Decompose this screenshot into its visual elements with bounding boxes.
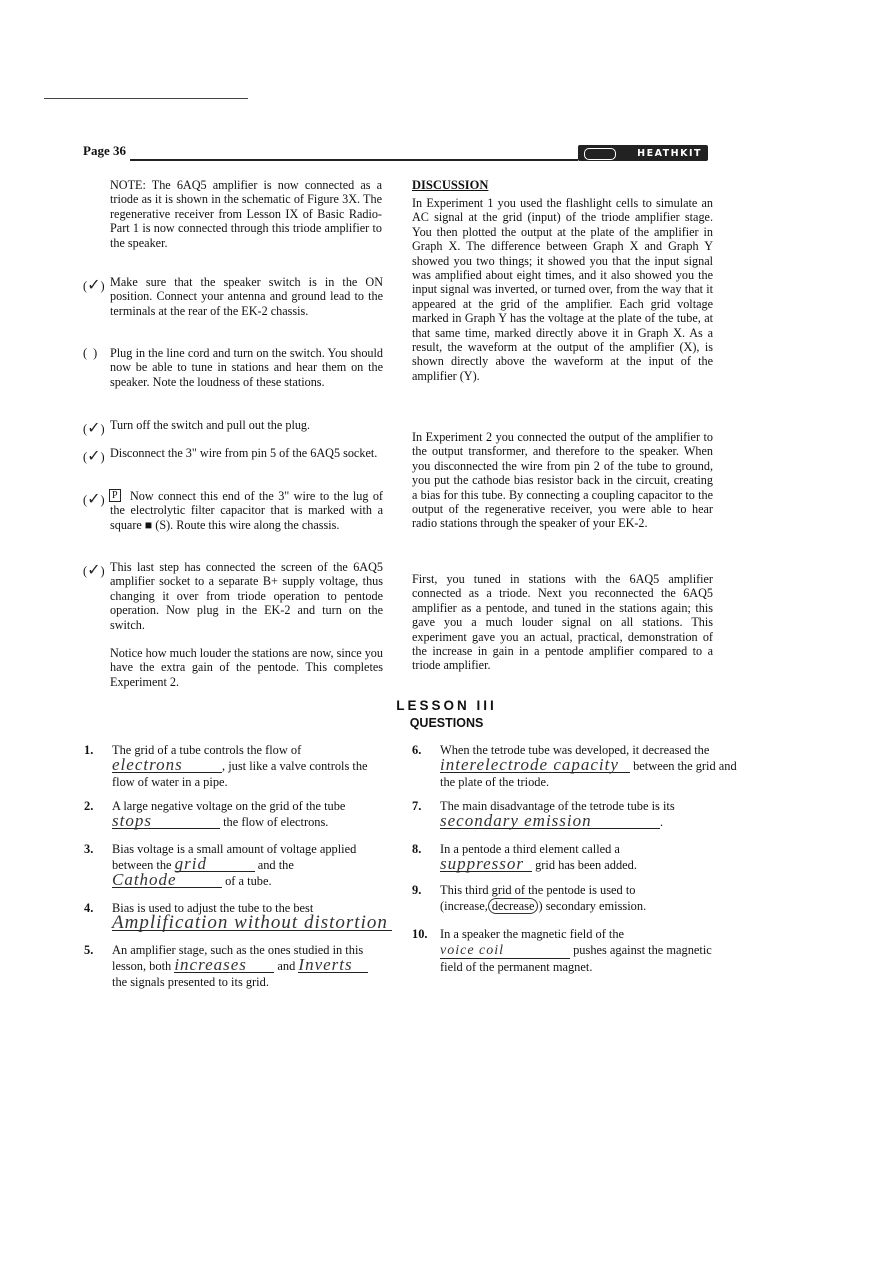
header-rule xyxy=(130,159,578,161)
question-mid: and xyxy=(277,959,296,973)
question-text xyxy=(112,942,386,990)
question-number: 9. xyxy=(412,883,422,897)
step-text: Make sure that the speaker switch is in the ON position. Connect your antenna and ground lead to the terminals at the rear of the EK-2 chassis. xyxy=(110,275,383,318)
question-prompt: A large negative voltage on the grid of the tube xyxy=(112,799,346,813)
question-text xyxy=(112,742,386,790)
heathkit-logo xyxy=(578,145,708,161)
question-suffix: pushes against the magnetic field of the permanent magnet. xyxy=(440,943,712,974)
discussion-paragraph-3: First, you tuned in stations with the 6AQ5 amplifier connected as a triode. Next you reconnected the 6AQ5 amplifier as a pentode, and tuned in the stations again; this gave you a much louder signal on all stations. This experiment gave you an actual, practical, demonstration of the increase in gain in a pentode amplifier compared to a triode amplifier. xyxy=(412,572,713,673)
discussion-paragraph-1: In Experiment 1 you used the flashlight cells to simulate an AC signal at the grid (input) of the triode amplifier stage. You then plotted the output at the plate of the amplifier in Graph X. The difference between Graph X and Graph Y showed you two things; it showed you that the input signal was amplified about eight times, and it also showed you the input signal was inverted, or turned over, from the way that it appeared at the grid of the amplifier. Each grid voltage marked in Graph Y has the voltage at the plate of the tube, at that same time, marked directly above it in Graph X. As a result, the waveform at the output of the amplifier (X), is shown directly above the waveform at the input of the amplifier (Y). xyxy=(412,196,713,383)
question-9 xyxy=(412,882,714,916)
checkmark-icon: ✓ xyxy=(87,446,101,465)
checkbox-1[interactable]: (✓) xyxy=(83,275,105,294)
checkmark-icon: ✓ xyxy=(87,418,101,437)
question-3 xyxy=(84,841,386,891)
question-prompt: When the tetrode tube was developed, it decreased the xyxy=(440,743,710,757)
question-6 xyxy=(412,742,742,788)
question-number: 1. xyxy=(84,743,94,757)
answer-circle-9[interactable]: decrease xyxy=(488,898,539,914)
discussion-body xyxy=(412,196,713,383)
question-text xyxy=(112,900,406,932)
question-2 xyxy=(84,798,386,832)
question-suffix: ) secondary emission. xyxy=(538,899,647,913)
question-7 xyxy=(412,798,732,832)
step-text: Plug in the line cord and turn on the switch. You should now be able to tune in stations and hear them on the speaker. Note the loudness of these stations. xyxy=(110,346,383,389)
step-text: Turn off the switch and pull out the plug. xyxy=(110,418,311,432)
question-number: 4. xyxy=(84,901,94,915)
question-number: 3. xyxy=(84,842,94,856)
answer-field-5b[interactable]: Inverts xyxy=(298,958,368,973)
question-suffix: , just like a valve controls the flow of water in a pipe. xyxy=(112,759,368,789)
question-prompt: This third grid of the pentode is used to (increase, xyxy=(440,883,636,913)
note-text: NOTE: The 6AQ5 amplifier is now connected as a triode as it is shown in the schematic of Figure 3X. The regenerative receiver from Lesson IX of Basic Radio-Part 1 is now connected through this triode amplifier to the speaker. xyxy=(110,178,382,250)
checkbox-5[interactable]: (✓) xyxy=(83,489,105,508)
question-text xyxy=(440,798,732,830)
checkmark-icon: ✓ xyxy=(87,275,101,294)
question-number: 5. xyxy=(84,943,94,957)
answer-field-8[interactable]: suppressor xyxy=(440,857,532,872)
discussion-paragraph-2: In Experiment 2 you connected the output of the amplifier to the output transformer, and therefore to the speaker. When you disconnected the wire from pin 2 of the tube to ground, you put the cathode bias resistor back in the circuit, creating a bias for this tube. By connecting a coupling capacitor to the output of the regenerative receiver, you were able to hear radio stations through the speaker of your EK-2. xyxy=(412,430,713,531)
page-number: Page 36 xyxy=(83,143,126,158)
question-prompt: In a pentode a third element called a xyxy=(440,842,620,856)
answer-field-2[interactable]: stops xyxy=(112,814,220,829)
step-text: Disconnect the 3" wire from pin 5 of the 6AQ5 socket. xyxy=(110,446,378,460)
question-text xyxy=(440,841,714,873)
question-number: 10. xyxy=(412,927,428,941)
question-suffix: the signals presented to its grid. xyxy=(112,975,269,989)
question-prompt: Bias is used to adjust the tube to the best xyxy=(112,901,314,915)
answer-field-4[interactable]: Amplification without distortion xyxy=(112,916,392,931)
checkbox-4[interactable]: (✓) xyxy=(83,446,105,465)
discussion-body-3 xyxy=(412,572,713,673)
question-suffix: between the grid and the plate of the triode. xyxy=(440,759,737,789)
question-number: 7. xyxy=(412,799,422,813)
question-5 xyxy=(84,942,386,992)
step-tag: P xyxy=(109,489,121,502)
checkbox-2[interactable]: ( ) xyxy=(83,346,98,360)
question-text xyxy=(112,841,386,889)
answer-field-1[interactable]: electrons xyxy=(112,758,222,773)
question-text xyxy=(440,926,714,975)
step-text: This last step has connected the screen of the 6AQ5 amplifier socket to a separate B+ supply voltage, thus changing it over from triode operation to pentode operation. Now plug in the EK-2 and turn on the switch. xyxy=(110,560,383,632)
checkbox-3[interactable]: (✓) xyxy=(83,418,105,437)
checkbox-6[interactable]: (✓) xyxy=(83,560,105,579)
answer-field-6[interactable]: interelectrode capacity xyxy=(440,758,630,773)
question-text xyxy=(112,798,386,830)
question-number: 6. xyxy=(412,743,422,757)
question-suffix: grid has been added. xyxy=(535,858,637,872)
answer-field-3a[interactable]: grid xyxy=(175,857,255,872)
checkmark-icon: ✓ xyxy=(87,489,101,508)
question-prompt: The grid of a tube controls the flow of xyxy=(112,743,302,757)
question-4 xyxy=(84,900,406,934)
discussion-body-2 xyxy=(412,430,713,531)
logo-text: HEATHKIT xyxy=(637,147,702,159)
answer-field-5a[interactable]: increases xyxy=(174,958,274,973)
question-1 xyxy=(84,742,386,788)
question-mid: and the xyxy=(257,858,294,872)
discussion-heading: DISCUSSION xyxy=(412,178,489,192)
checkmark-icon: ✓ xyxy=(87,560,101,579)
step-text: Now connect this end of the 3" wire to the lug of the electrolytic filter capacitor that is marked with a square ■ (S). Route this wire along the chassis. xyxy=(110,489,383,532)
question-10 xyxy=(412,926,714,976)
answer-field-10[interactable]: voice coil xyxy=(440,944,570,959)
note-block xyxy=(110,178,382,250)
answer-field-3b[interactable]: Cathode xyxy=(112,873,222,888)
question-prompt: The main disadvantage of the tetrode tube is its xyxy=(440,799,675,813)
question-number: 8. xyxy=(412,842,422,856)
answer-field-7[interactable]: secondary emission xyxy=(440,814,660,829)
question-suffix: of a tube. xyxy=(225,874,272,888)
closing-block xyxy=(110,646,383,689)
top-rule xyxy=(44,98,248,99)
lesson-title: LESSON III xyxy=(396,698,497,713)
questions-title: QUESTIONS xyxy=(409,716,484,730)
question-prompt: In a speaker the magnetic field of the xyxy=(440,927,625,941)
question-8 xyxy=(412,841,714,875)
question-suffix: . xyxy=(660,815,664,829)
question-text xyxy=(440,742,742,790)
closing-text: Notice how much louder the stations are now, since you have the extra gain of the pentode. This completes Experiment 2. xyxy=(110,646,383,689)
question-suffix: the flow of electrons. xyxy=(223,815,329,829)
question-prompt: Bias voltage is a small amount of voltage applied between the xyxy=(112,842,357,872)
question-text xyxy=(440,882,714,914)
logo-emblem-icon xyxy=(584,148,616,160)
question-prompt: An amplifier stage, such as the ones studied in this lesson, both xyxy=(112,943,364,973)
question-number: 2. xyxy=(84,799,94,813)
